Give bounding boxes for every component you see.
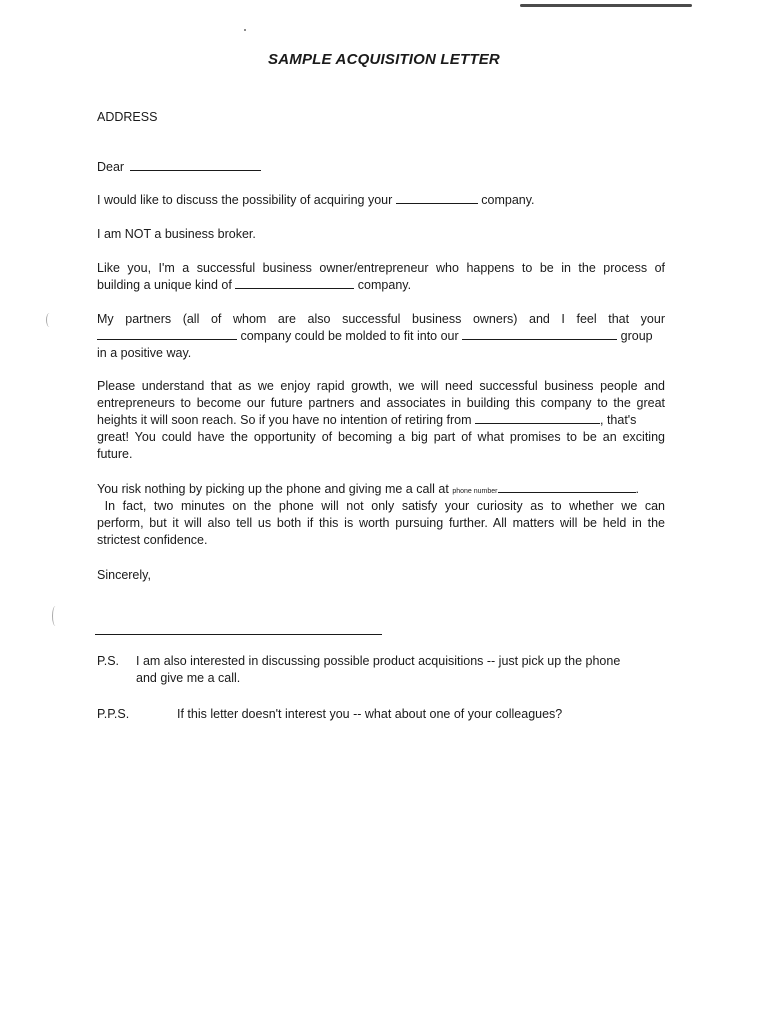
- address-line: ADDRESS: [97, 110, 158, 124]
- scan-mark: [52, 606, 59, 626]
- paragraph-2: I am NOT a business broker.: [97, 227, 256, 241]
- p6-line-3: perform, but it will also tell us both if this is worth pursuing further. All matters will be held in the: [97, 516, 665, 530]
- scan-mark: [46, 313, 53, 327]
- p6-line-2: In fact, two minutes on the phone will not only satisfy your curiosity as to whether we can: [97, 499, 665, 513]
- closing: Sincerely,: [97, 568, 151, 582]
- p5-text-a: heights it will soon reach. So if you have no intention of retiring from: [97, 413, 472, 427]
- paragraph-1: [97, 192, 665, 209]
- company-type-blank: [235, 277, 354, 289]
- p1-text-b: company.: [481, 193, 535, 207]
- p4-text-a: company could be molded to fit into our: [240, 329, 459, 343]
- p6-line-4: strictest confidence.: [97, 533, 208, 547]
- recipient-name-blank: [130, 159, 261, 171]
- p5-line-5: future.: [97, 447, 133, 461]
- p4-line-2: [97, 328, 665, 345]
- p3-line-2: [97, 277, 665, 294]
- retiring-from-blank: [475, 412, 600, 424]
- p5-line-2: entrepreneurs to become our future partners and associates in building this company to the great: [97, 396, 665, 410]
- p5-text-b: , that's: [600, 413, 637, 427]
- p4-line-1: My partners (all of whom are also successful business owners) and I feel that your: [97, 312, 665, 326]
- phone-number-blank: [498, 481, 636, 493]
- pps-text: If this letter doesn't interest you -- what about one of your colleagues?: [177, 707, 563, 721]
- salutation-line: [97, 159, 665, 176]
- p3-text-b: company.: [357, 278, 412, 292]
- p1-text-a: I would like to discuss the possibility of acquiring your: [97, 193, 393, 207]
- salutation-text: Dear: [97, 160, 125, 174]
- p6-text-b: .: [635, 482, 639, 496]
- p4-text-b: group: [620, 329, 653, 343]
- ps-line-2: and give me a call.: [136, 671, 241, 685]
- company-name-blank-2: [97, 328, 237, 340]
- p3-text-a: building a unique kind of: [97, 278, 232, 292]
- p5-line-1: Please understand that as we enjoy rapid growth, we will need successful business people and: [97, 379, 665, 393]
- letter-title: SAMPLE ACQUISITION LETTER: [268, 51, 500, 68]
- pps-label: P.P.S.: [97, 707, 130, 721]
- phone-number-label: phone number: [452, 488, 498, 495]
- scan-speck: [244, 29, 246, 31]
- p3-line-1: Like you, I'm a successful business owner/entrepreneur who happens to be in the process of: [97, 261, 665, 275]
- signature-line: [95, 634, 382, 635]
- ps-line-1: I am also interested in discussing possible product acquisitions -- just pick up the phone: [136, 654, 621, 668]
- company-name-blank: [396, 192, 478, 204]
- p4-line-3: in a positive way.: [97, 346, 192, 360]
- p5-line-3: [97, 412, 665, 429]
- p5-line-4: great! You could have the opportunity of becoming a big part of what promises to be an exciting: [97, 430, 665, 444]
- p6-text-a: You risk nothing by picking up the phone and giving me a call at: [97, 482, 449, 496]
- ps-label: P.S.: [97, 654, 120, 668]
- group-name-blank: [462, 328, 617, 340]
- scan-artifact-line: [520, 4, 692, 7]
